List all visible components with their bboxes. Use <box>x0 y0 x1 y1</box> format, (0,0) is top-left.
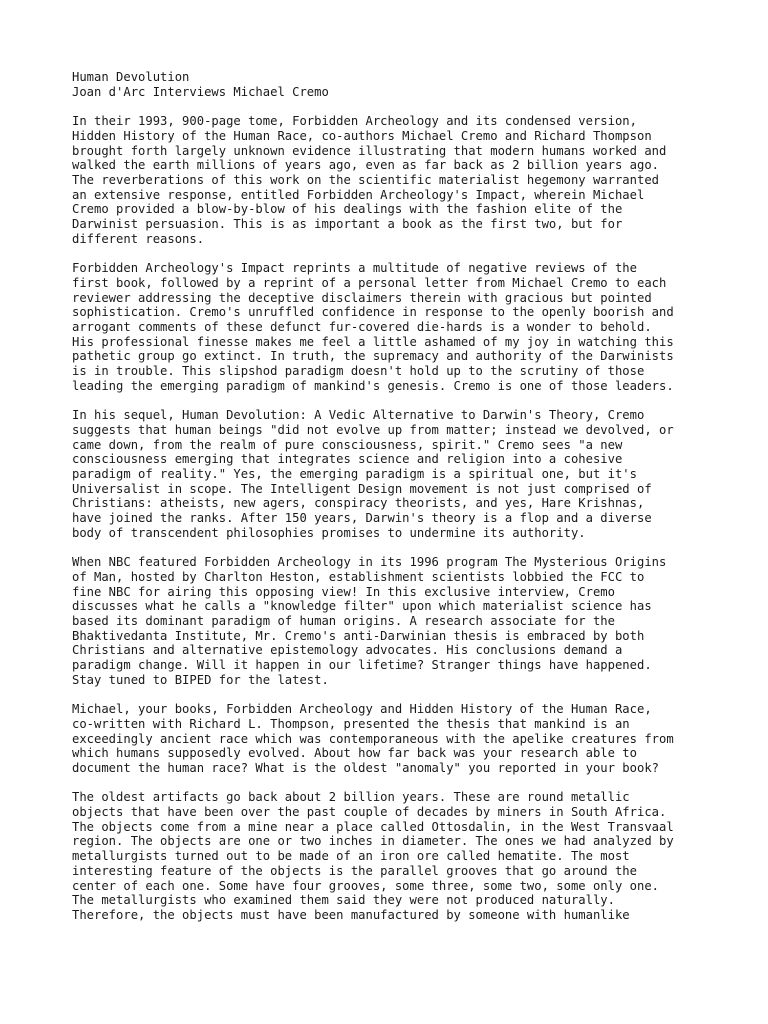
text-line: first book, followed by a reprint of a personal letter from Michael Cremo to each <box>72 275 667 290</box>
text-line: came down, from the realm of pure consciousness, spirit." Cremo sees "a new <box>72 437 623 452</box>
paragraph <box>72 114 712 246</box>
text-line: Therefore, the objects must have been manufactured by someone with humanlike <box>72 907 630 922</box>
text-line: objects that have been over the past couple of decades by miners in South Africa. <box>72 805 667 820</box>
text-line: arrogant comments of these defunct fur-covered die-hards is a wonder to behold. <box>72 319 652 334</box>
text-line: interesting feature of the objects is the parallel grooves that go around the <box>72 863 637 878</box>
text-line: Hidden History of the Human Race, co-authors Michael Cremo and Richard Thompson <box>72 128 652 143</box>
text-line: Michael, your books, Forbidden Archeology and Hidden History of the Human Race, <box>72 702 652 717</box>
text-line: Bhaktivedanta Institute, Mr. Cremo's anti-Darwinian thesis is embraced by both <box>72 628 645 643</box>
paragraph <box>72 261 712 393</box>
text-line: pathetic group go extinct. In truth, the supremacy and authority of the Darwinists <box>72 349 674 364</box>
text-line: sophistication. Cremo's unruffled confidence in response to the openly boorish and <box>72 305 674 320</box>
text-line: Cremo provided a blow-by-blow of his dealings with the fashion elite of the <box>72 202 623 217</box>
text-line: an extensive response, entitled Forbidden Archeology's Impact, wherein Michael <box>72 187 645 202</box>
text-line: based its dominant paradigm of human origins. A research associate for the <box>72 613 615 628</box>
text-line: discusses what he calls a "knowledge filter" upon which materialist science has <box>72 599 652 614</box>
paragraph <box>72 702 712 776</box>
text-line: When NBC featured Forbidden Archeology in its 1996 program The Mysterious Origins <box>72 555 667 570</box>
text-line: brought forth largely unknown evidence illustrating that modern humans worked and <box>72 143 667 158</box>
text-line: body of transcendent philosophies promises to undermine its authority. <box>72 525 586 540</box>
text-line: The oldest artifacts go back about 2 billion years. These are round metallic <box>72 790 630 805</box>
text-line: center of each one. Some have four grooves, some three, some two, some only one. <box>72 878 659 893</box>
text-line: co-written with Richard L. Thompson, presented the thesis that mankind is an <box>72 716 630 731</box>
text-line: reviewer addressing the deceptive disclaimers therein with gracious but pointed <box>72 290 652 305</box>
text-line: which humans supposedly evolved. About how far back was your research able to <box>72 746 637 761</box>
paragraph <box>72 790 712 922</box>
text-line: The objects come from a mine near a place called Ottosdalin, in the West Transvaal <box>72 819 674 834</box>
text-line: have joined the ranks. After 150 years, Darwin's theory is a flop and a diverse <box>72 511 652 526</box>
text-line: Stay tuned to BIPED for the latest. <box>72 672 329 687</box>
text-line: In their 1993, 900-page tome, Forbidden Archeology and its condensed version, <box>72 114 637 129</box>
text-line: of Man, hosted by Charlton Heston, establishment scientists lobbied the FCC to <box>72 569 645 584</box>
text-line: walked the earth millions of years ago, even as far back as 2 billion years ago. <box>72 158 659 173</box>
text-line: exceedingly ancient race which was contemporaneous with the apelike creatures from <box>72 731 674 746</box>
text-line: paradigm of reality." Yes, the emerging paradigm is a spiritual one, but it's <box>72 466 637 481</box>
paragraph <box>72 555 712 687</box>
text-line: Universalist in scope. The Intelligent Design movement is not just comprised of <box>72 481 652 496</box>
text-line: document the human race? What is the oldest "anomaly" you reported in your book? <box>72 760 659 775</box>
text-line: His professional finesse makes me feel a little ashamed of my joy in watching this <box>72 334 674 349</box>
text-line: paradigm change. Will it happen in our lifetime? Stranger things have happened. <box>72 658 652 673</box>
text-line: Darwinist persuasion. This is as important a book as the first two, but for <box>72 217 623 232</box>
text-line: leading the emerging paradigm of mankind's genesis. Cremo is one of those leaders. <box>72 378 674 393</box>
paragraph <box>72 408 712 540</box>
text-line: Forbidden Archeology's Impact reprints a multitude of negative reviews of the <box>72 261 637 276</box>
document-subtitle: Joan d'Arc Interviews Michael Cremo <box>72 84 329 99</box>
document-body <box>72 114 712 923</box>
text-line: suggests that human beings "did not evolve up from matter; instead we devolved, or <box>72 422 674 437</box>
title-block <box>72 70 712 99</box>
text-line: In his sequel, Human Devolution: A Vedic Alternative to Darwin's Theory, Cremo <box>72 408 645 423</box>
document-page <box>72 70 712 937</box>
document-title: Human Devolution <box>72 70 190 84</box>
text-line: metallurgists turned out to be made of an iron ore called hematite. The most <box>72 849 630 864</box>
text-line: Christians: atheists, new agers, conspiracy theorists, and yes, Hare Krishnas, <box>72 496 645 511</box>
text-line: fine NBC for airing this opposing view! In this exclusive interview, Cremo <box>72 584 615 599</box>
text-line: region. The objects are one or two inches in diameter. The ones we had analyzed by <box>72 834 674 849</box>
text-line: consciousness emerging that integrates science and religion into a cohesive <box>72 452 623 467</box>
text-line: Christians and alternative epistemology advocates. His conclusions demand a <box>72 643 623 658</box>
text-line: The reverberations of this work on the scientific materialist hegemony warranted <box>72 172 659 187</box>
text-line: is in trouble. This slipshod paradigm doesn't hold up to the scrutiny of those <box>72 364 645 379</box>
text-line: The metallurgists who examined them said they were not produced naturally. <box>72 893 615 908</box>
text-line: different reasons. <box>72 231 205 246</box>
